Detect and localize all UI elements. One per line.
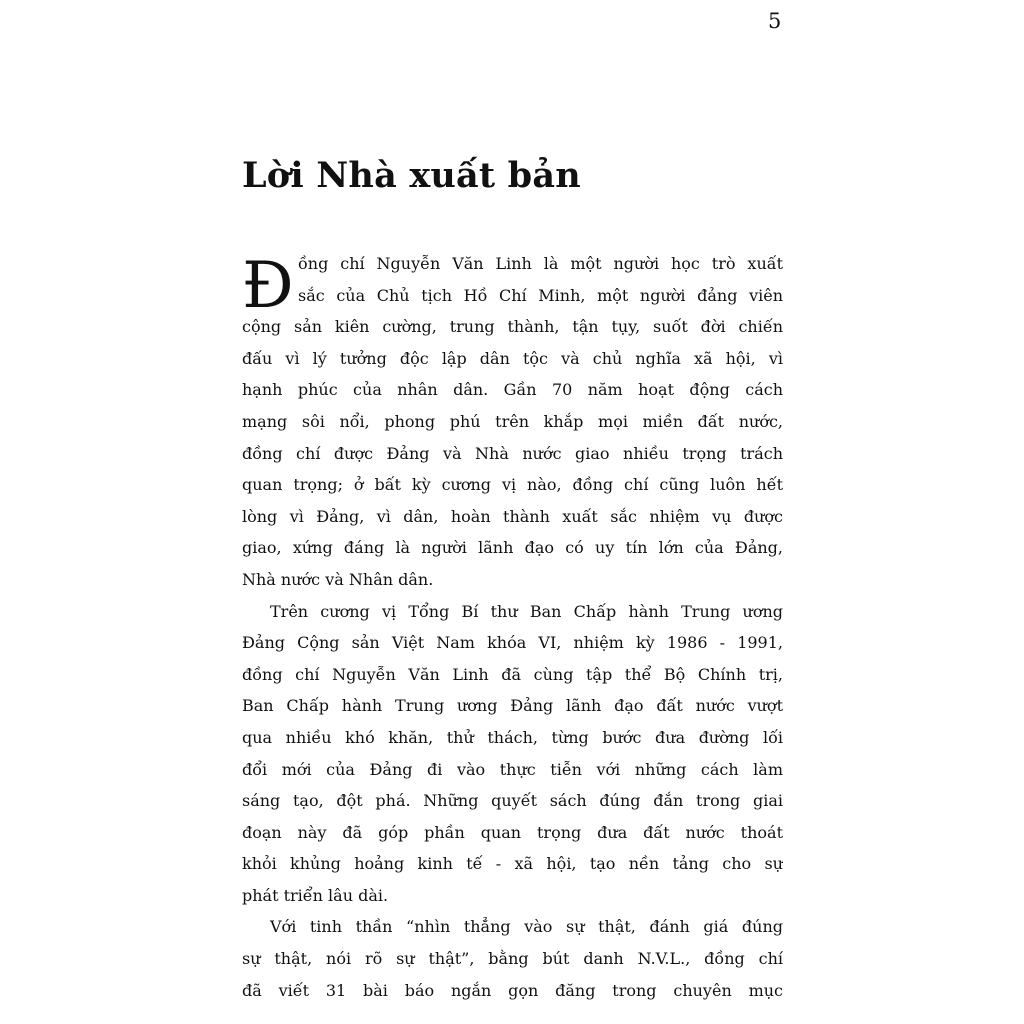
paragraph-line: mạng sôi nổi, phong phú trên khắp mọi miền đất nước, — [242, 411, 783, 431]
paragraph-line: Đảng Cộng sản Việt Nam khóa VI, nhiệm kỳ 1986 - 1991, — [242, 633, 783, 653]
paragraph-line: giao, xứng đáng là người lãnh đạo có uy tín lớn của Đảng, — [242, 538, 783, 558]
paragraph-line: sáng tạo, đột phá. Những quyết sách đúng đắn trong giai — [242, 791, 783, 811]
paragraph-line: đồng chí Nguyễn Văn Linh đã cùng tập thể Bộ Chính trị, — [242, 664, 783, 684]
paragraph-line: đấu vì lý tưởng độc lập dân tộc và chủ nghĩa xã hội, vì — [242, 348, 783, 368]
paragraph-line: đồng chí được Đảng và Nhà nước giao nhiều trọng trách — [242, 443, 783, 463]
paragraph-line: đã viết 31 bài báo ngắn gọn đăng trong chuyên mục — [242, 980, 783, 1000]
paragraph-1 — [242, 249, 783, 602]
paragraph-2 — [242, 602, 783, 918]
paragraph-line: lòng vì Đảng, vì dân, hoàn thành xuất sắc nhiệm vụ được — [242, 506, 783, 526]
paragraph-line: quan trọng; ở bất kỳ cương vị nào, đồng chí cũng luôn hết — [242, 475, 783, 495]
paragraph-line: sự thật, nói rõ sự thật”, bằng bút danh N.V.L., đồng chí — [242, 949, 783, 969]
paragraph-line: Nhà nước và Nhân dân. — [242, 569, 434, 589]
drop-cap: Đ — [242, 249, 294, 323]
paragraph-3 — [242, 917, 783, 1012]
paragraph-line: Ban Chấp hành Trung ương Đảng lãnh đạo đất nước vượt — [242, 696, 783, 716]
paragraph-line: qua nhiều khó khăn, thử thách, từng bước đưa đường lối — [242, 727, 783, 747]
page-title: Lời Nhà xuất bản — [242, 155, 581, 196]
paragraph-line: phát triển lâu dài. — [242, 885, 389, 905]
paragraph-line: sắc của Chủ tịch Hồ Chí Minh, một người đảng viên — [298, 285, 783, 305]
paragraph-line: Với tinh thần “nhìn thẳng vào sự thật, đánh giá đúng — [270, 917, 783, 937]
paragraph-line: ồng chí Nguyễn Văn Linh là một người học trò xuất — [298, 254, 783, 273]
paragraph-line: đổi mới của Đảng đi vào thực tiễn với những cách làm — [242, 759, 783, 779]
paragraph-line: hạnh phúc của nhân dân. Gần 70 năm hoạt động cách — [242, 380, 783, 400]
body-text — [242, 249, 783, 1012]
paragraph-line: Trên cương vị Tổng Bí thư Ban Chấp hành Trung ương — [270, 601, 783, 621]
page-number: 5 — [768, 9, 782, 33]
paragraph-line: đoạn này đã góp phần quan trọng đưa đất nước thoát — [242, 822, 783, 842]
paragraph-line: khỏi khủng hoảng kinh tế - xã hội, tạo nền tảng cho sự — [242, 854, 783, 874]
paragraph-line: cộng sản kiên cường, trung thành, tận tụy, suốt đời chiến — [242, 317, 783, 337]
